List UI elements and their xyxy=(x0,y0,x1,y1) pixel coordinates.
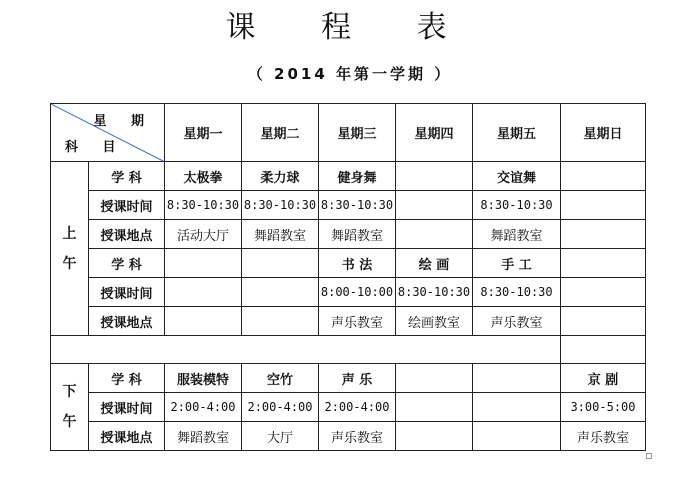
corner-subject-label: 科 目 xyxy=(65,140,126,155)
place-cell xyxy=(396,220,473,249)
time-cell: 2:00-4:00 xyxy=(319,393,396,422)
row-label-place: 授课地点 xyxy=(89,422,165,451)
place-cell: 绘画教室 xyxy=(396,307,473,336)
subject-cell: 健身舞 xyxy=(319,162,396,191)
time-cell xyxy=(396,393,473,422)
place-cell xyxy=(242,307,319,336)
table-row xyxy=(51,191,646,220)
table-row xyxy=(51,249,646,278)
time-cell: 3:00-5:00 xyxy=(561,393,646,422)
time-cell: 8:30-10:30 xyxy=(319,191,396,220)
day-header: 星期四 xyxy=(396,104,473,162)
place-cell: 舞蹈教室 xyxy=(319,220,396,249)
page-subtitle: （ 2014 年第一学期 ） xyxy=(247,65,453,83)
table-row xyxy=(51,422,646,451)
table-row xyxy=(51,364,646,393)
subject-cell xyxy=(242,249,319,278)
time-cell xyxy=(473,393,561,422)
row-label-subject: 学 科 xyxy=(89,249,165,278)
place-cell: 舞蹈教室 xyxy=(473,220,561,249)
subject-cell: 服装模特 xyxy=(165,364,242,393)
table-row xyxy=(51,162,646,191)
place-cell: 舞蹈教室 xyxy=(242,220,319,249)
subject-cell xyxy=(396,162,473,191)
day-header: 星期二 xyxy=(242,104,319,162)
row-label-place: 授课地点 xyxy=(89,220,165,249)
time-cell: 8:30-10:30 xyxy=(165,191,242,220)
afternoon-char: 下 xyxy=(62,384,77,400)
morning-label xyxy=(51,162,89,336)
afternoon-char: 午 xyxy=(62,414,77,430)
subject-cell xyxy=(396,364,473,393)
subject-cell: 京 剧 xyxy=(561,364,646,393)
subject-cell xyxy=(165,249,242,278)
header-row xyxy=(51,104,646,162)
corner-weekday-label: 星 期 xyxy=(93,114,154,129)
day-header: 星期五 xyxy=(473,104,561,162)
place-cell: 声乐教室 xyxy=(473,307,561,336)
place-cell: 声乐教室 xyxy=(319,422,396,451)
morning-char: 午 xyxy=(62,255,77,272)
table-row xyxy=(51,307,646,336)
schedule-table xyxy=(50,103,646,451)
row-label-time: 授课时间 xyxy=(89,278,165,307)
time-cell xyxy=(561,278,646,307)
subject-cell xyxy=(561,249,646,278)
blank-cell xyxy=(561,336,646,364)
subject-cell: 空竹 xyxy=(242,364,319,393)
time-cell xyxy=(165,278,242,307)
subject-cell xyxy=(561,162,646,191)
day-header: 星期一 xyxy=(165,104,242,162)
time-cell xyxy=(561,191,646,220)
table-row xyxy=(51,220,646,249)
day-header: 星期三 xyxy=(319,104,396,162)
place-cell: 声乐教室 xyxy=(561,422,646,451)
subject-cell: 交谊舞 xyxy=(473,162,561,191)
subject-cell: 太极拳 xyxy=(165,162,242,191)
row-label-time: 授课时间 xyxy=(89,191,165,220)
blank-cell xyxy=(51,336,561,364)
place-cell xyxy=(561,307,646,336)
place-cell xyxy=(561,220,646,249)
subject-cell: 书 法 xyxy=(319,249,396,278)
table-end-marker xyxy=(646,453,652,459)
row-label-place: 授课地点 xyxy=(89,307,165,336)
row-label-subject: 学 科 xyxy=(89,162,165,191)
time-cell xyxy=(242,278,319,307)
time-cell: 8:30-10:30 xyxy=(242,191,319,220)
afternoon-label xyxy=(51,364,89,451)
row-label-subject: 学 科 xyxy=(89,364,165,393)
place-cell: 声乐教室 xyxy=(319,307,396,336)
place-cell xyxy=(396,422,473,451)
time-cell: 8:30-10:30 xyxy=(473,278,561,307)
corner-cell xyxy=(51,104,165,162)
time-cell: 8:30-10:30 xyxy=(473,191,561,220)
subject-cell xyxy=(473,364,561,393)
time-cell: 8:00-10:00 xyxy=(319,278,396,307)
time-cell xyxy=(396,191,473,220)
time-cell: 2:00-4:00 xyxy=(165,393,242,422)
subject-cell: 手 工 xyxy=(473,249,561,278)
subject-cell: 柔力球 xyxy=(242,162,319,191)
place-cell: 活动大厅 xyxy=(165,220,242,249)
time-cell: 2:00-4:00 xyxy=(242,393,319,422)
place-cell xyxy=(165,307,242,336)
subject-cell: 声 乐 xyxy=(319,364,396,393)
morning-char: 上 xyxy=(62,225,77,242)
place-cell: 舞蹈教室 xyxy=(165,422,242,451)
page-title: 课 程 表 xyxy=(225,10,475,45)
table-row xyxy=(51,278,646,307)
divider-row xyxy=(51,336,646,364)
day-header: 星期日 xyxy=(561,104,646,162)
place-cell xyxy=(473,422,561,451)
table-row xyxy=(51,393,646,422)
subject-cell: 绘 画 xyxy=(396,249,473,278)
row-label-time: 授课时间 xyxy=(89,393,165,422)
time-cell: 8:30-10:30 xyxy=(396,278,473,307)
place-cell: 大厅 xyxy=(242,422,319,451)
